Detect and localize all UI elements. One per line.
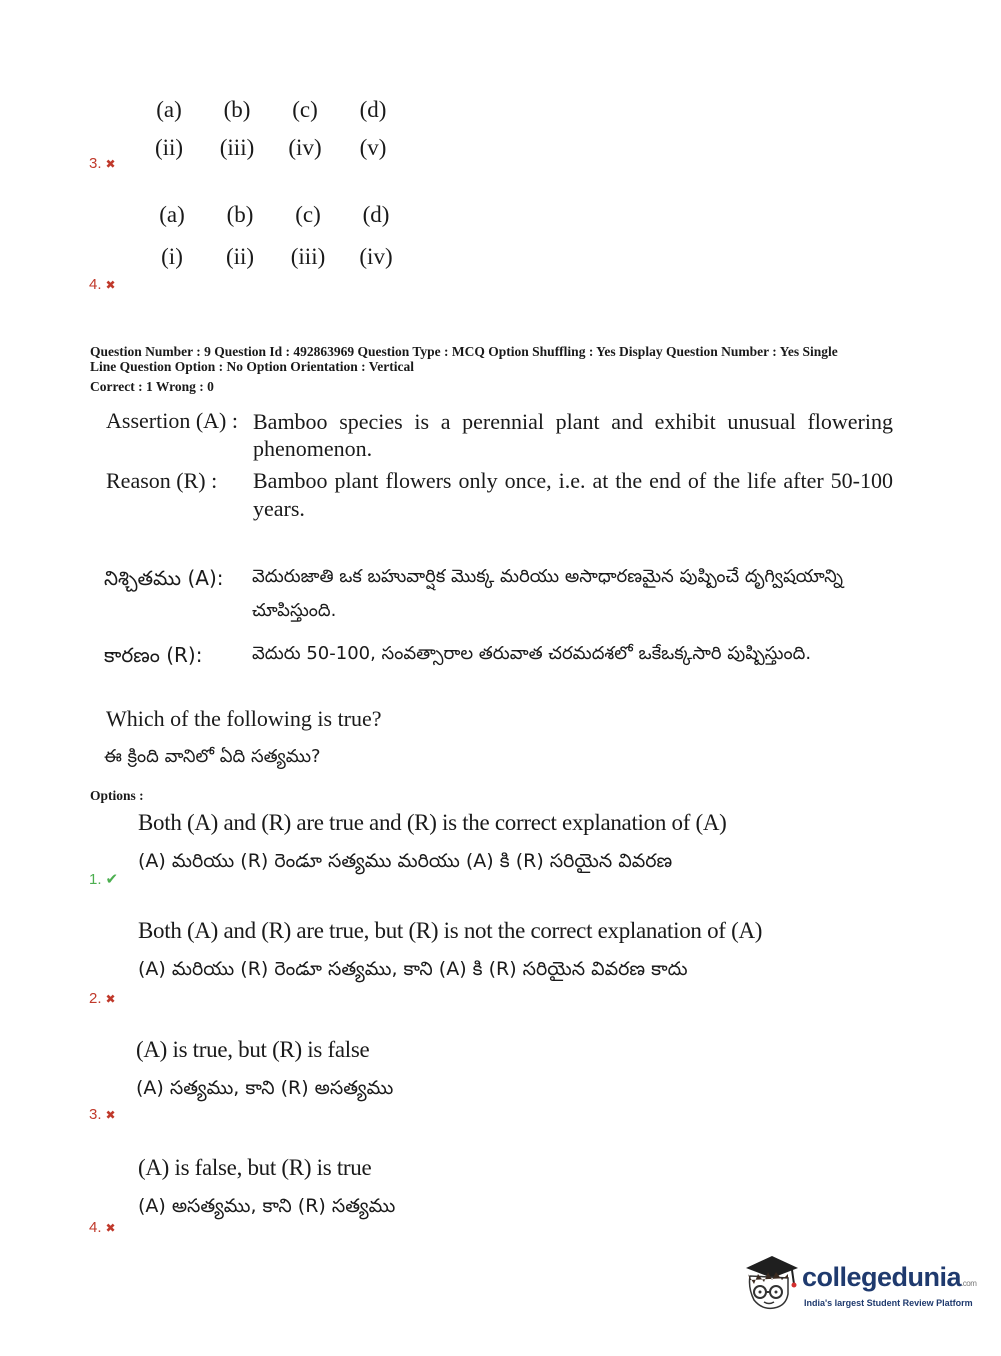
option-number: 1.	[89, 871, 102, 888]
assertion-text-line1: Bamboo species is a perennial plant and exhibit unusual flowering	[253, 409, 893, 434]
match-cell: (d)	[359, 97, 387, 122]
prev-option-3-row1	[134, 97, 406, 123]
prev-option-3-marker	[89, 155, 116, 173]
option-2-text-telugu[interactable]: (A) మరియు (R) రెండూ సత్యము, కాని (A) కి (R) సరియైన వివరణ కాదు	[138, 958, 688, 980]
meta-line: Question Number : 9 Question Id : 492863969 Question Type : MCQ Option Shuffling : Yes Display Question Number : Yes Single	[90, 344, 838, 359]
x-mark-icon: ✖	[105, 278, 116, 292]
option-number: 3.	[89, 155, 102, 172]
option-3-text-telugu[interactable]: (A) సత్యము, కాని (R) అసత్యము	[136, 1077, 394, 1099]
prev-option-4-marker	[89, 276, 116, 294]
prev-option-4-row1	[137, 202, 409, 228]
reason-text-line2: years.	[253, 496, 305, 521]
match-cell: (ii)	[225, 244, 255, 269]
te-assertion-text-line1: వెదురుజాతి ఒక బహువార్షిక మొక్క మరియు అసాధారణమైన పుష్పించే దృగ్విషయాన్ని	[252, 566, 843, 587]
te-assertion-text-line2: చూపిస్తుంది.	[252, 600, 337, 621]
match-cell: (b)	[223, 97, 251, 122]
brand-suffix: .com	[961, 1279, 977, 1288]
match-cell: (a)	[159, 202, 185, 227]
collegedunia-logo	[742, 1250, 977, 1320]
match-cell: (a)	[156, 97, 182, 122]
question-prompt: Which of the following is true?	[106, 706, 382, 731]
question-prompt-telugu: ఈ క్రింది వానిలో ఏది సత్యము?	[104, 746, 321, 767]
option-4-text-telugu[interactable]: (A) అసత్యము, కాని (R) సత్యము	[138, 1195, 396, 1217]
option-1-text[interactable]: Both (A) and (R) are true and (R) is the correct explanation of (A)	[138, 810, 727, 835]
assertion-label: Assertion (A) :	[106, 408, 238, 433]
options-label: Options :	[90, 788, 144, 803]
meta-line: Correct : 1 Wrong : 0	[90, 379, 214, 394]
option-3-text[interactable]: (A) is true, but (R) is false	[136, 1037, 370, 1062]
prev-option-3-row2	[134, 135, 406, 161]
assertion-text-line2: phenomenon.	[253, 436, 373, 461]
meta-line: Line Question Option : No Option Orientation : Vertical	[90, 359, 415, 374]
match-cell: (i)	[161, 244, 183, 269]
brand-tagline: India's largest Student Review Platform	[804, 1298, 973, 1308]
option-3-marker	[89, 1106, 116, 1124]
x-mark-icon: ✖	[105, 992, 116, 1006]
te-assertion-label: నిశ్చితము (A):	[104, 566, 224, 590]
option-number: 4.	[89, 1219, 102, 1236]
match-cell: (v)	[359, 135, 387, 160]
brand-name	[802, 1262, 976, 1293]
match-cell: (iii)	[219, 135, 255, 160]
match-cell: (d)	[362, 202, 390, 227]
x-mark-icon: ✖	[105, 1108, 116, 1122]
option-1-text-telugu[interactable]: (A) మరియు (R) రెండూ సత్యము మరియు (A) కి (R) సరియైన వివరణ	[138, 850, 673, 872]
option-number: 2.	[89, 990, 102, 1007]
brand-name-text: collegedunia	[802, 1262, 962, 1292]
match-cell: (iv)	[359, 244, 393, 269]
mascot-icon	[742, 1250, 800, 1314]
match-cell: (ii)	[154, 135, 184, 160]
reason-label: Reason (R) :	[106, 468, 218, 493]
match-cell: (iv)	[288, 135, 322, 160]
match-cell: (c)	[292, 97, 318, 122]
option-number: 3.	[89, 1106, 102, 1123]
x-mark-icon: ✖	[105, 1221, 116, 1235]
check-mark-icon: ✔	[105, 870, 119, 888]
te-reason-text-line1: వెదురు 50-100, సంవత్సారాల తరువాత చరమదశలో ఒకేఒక్కసారి పుష్పిస్తుంది.	[252, 643, 812, 664]
match-cell: (b)	[226, 202, 254, 227]
prev-option-4-row2	[137, 244, 409, 270]
x-mark-icon: ✖	[105, 157, 116, 171]
option-4-marker	[89, 1219, 116, 1237]
option-2-marker	[89, 990, 116, 1008]
option-2-text[interactable]: Both (A) and (R) are true, but (R) is not the correct explanation of (A)	[138, 918, 763, 943]
option-1-marker	[89, 870, 118, 889]
match-cell: (c)	[295, 202, 321, 227]
option-number: 4.	[89, 276, 102, 293]
reason-text-line1: Bamboo plant flowers only once, i.e. at the end of the life after 50-100	[253, 468, 893, 493]
te-reason-label: కారణం (R):	[104, 643, 203, 667]
option-4-text[interactable]: (A) is false, but (R) is true	[138, 1155, 372, 1180]
question-meta	[90, 344, 920, 394]
match-cell: (iii)	[290, 244, 326, 269]
